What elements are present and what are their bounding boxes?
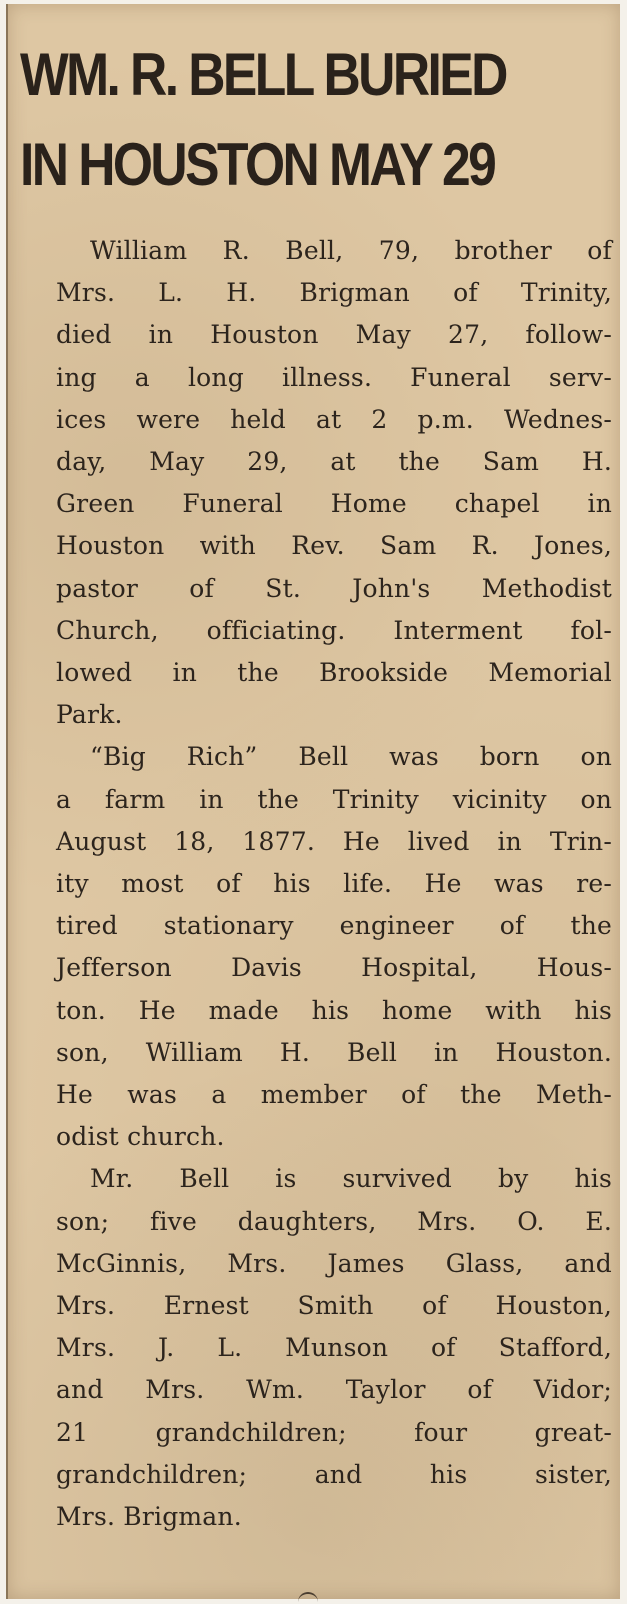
article-line: Mrs. J. L. Munson of Stafford,: [56, 1333, 612, 1363]
article-line: Jefferson Davis Hospital, Hous-: [56, 953, 612, 983]
article-line: William R. Bell, 79, brother of: [90, 236, 612, 265]
article-line: Mrs. Brigman.: [56, 1502, 242, 1532]
paragraph-3: [22, 1158, 612, 1538]
article-line: “Big Rich” Bell was born on: [90, 742, 612, 772]
article-body: [22, 230, 612, 1538]
article-line: Mrs. Ernest Smith of Houston,: [56, 1291, 612, 1321]
next-column-mark: [298, 1592, 318, 1604]
article-line: 21 grandchildren; four great-: [56, 1417, 612, 1447]
article-line: ton. He made his home with his: [56, 995, 612, 1025]
article-line: and Mrs. Wm. Taylor of Vidor;: [56, 1375, 612, 1405]
article-line: Park.: [56, 700, 123, 730]
headline-line-2: IN HOUSTON MAY 29: [20, 131, 495, 198]
article-line: Mr. Bell is survived by his: [90, 1164, 612, 1194]
article-line: pastor of St. John's Methodist: [56, 573, 612, 603]
article-line: son, William H. Bell in Houston.: [56, 1037, 612, 1067]
article-line: He was a member of the Meth-: [56, 1080, 612, 1110]
article-line: Church, officiating. Interment fol-: [56, 615, 612, 645]
headline-line-1: WM. R. BELL BURIED: [20, 41, 506, 108]
article-line: Green Funeral Home chapel in: [56, 489, 612, 519]
newspaper-clipping: [6, 4, 620, 1599]
headline: [20, 30, 533, 210]
article-line: ity most of his life. He was re-: [56, 869, 612, 899]
article-line: Mrs. L. H. Brigman of Trinity,: [56, 278, 612, 308]
article-line: tired stationary engineer of the: [56, 911, 612, 941]
paragraph-2: [22, 736, 612, 1158]
article-line: August 18, 1877. He lived in Trin-: [56, 826, 612, 856]
article-line: odist church.: [56, 1122, 225, 1152]
article-line: Houston with Rev. Sam R. Jones,: [56, 531, 612, 561]
article-line: lowed in the Brookside Memorial: [56, 658, 612, 688]
paragraph-1: [22, 230, 612, 736]
article-line: son; five daughters, Mrs. O. E.: [56, 1206, 612, 1236]
article-line: ices were held at 2 p.m. Wednes-: [56, 404, 612, 434]
article-line: grandchildren; and his sister,: [56, 1459, 612, 1489]
article-line: ing a long illness. Funeral serv-: [56, 362, 612, 392]
article-line: a farm in the Trinity vicinity on: [56, 784, 612, 814]
article-line: McGinnis, Mrs. James Glass, and: [56, 1248, 612, 1278]
article-line: died in Houston May 27, follow-: [56, 320, 612, 350]
article-line: day, May 29, at the Sam H.: [56, 447, 612, 477]
